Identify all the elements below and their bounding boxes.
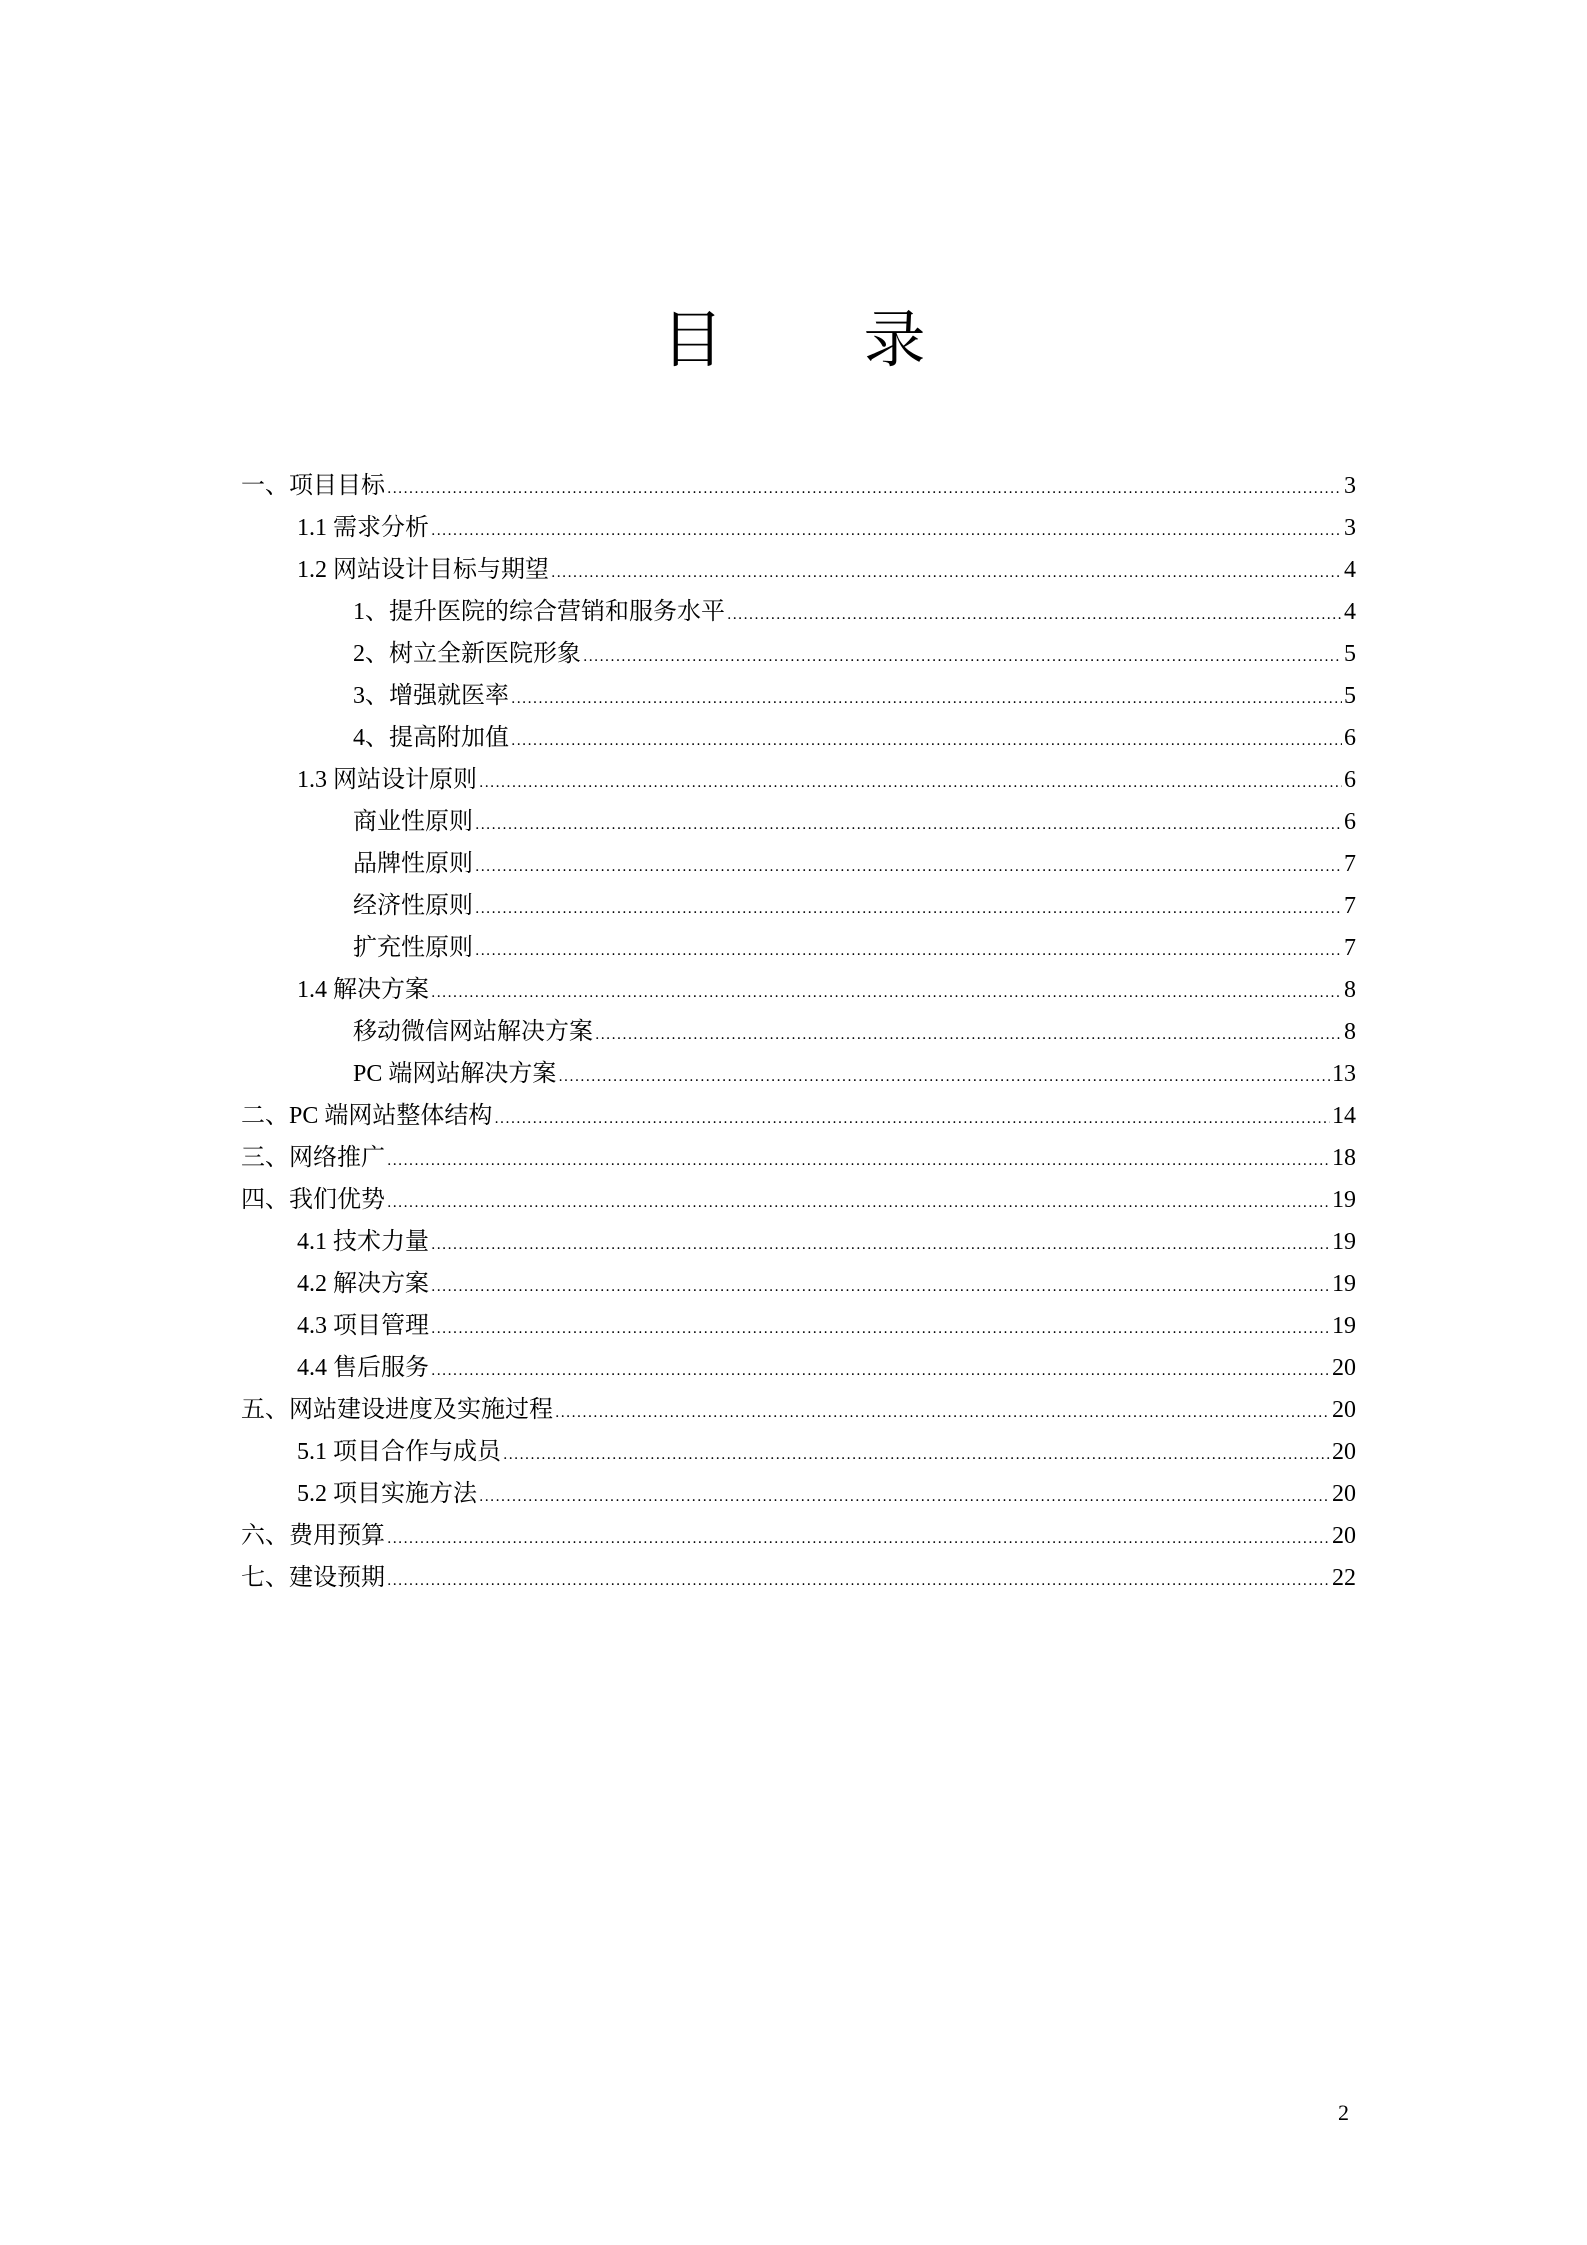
toc-leader-dots [503,1434,1330,1476]
toc-leader-dots [475,846,1342,888]
toc-entry[interactable] [241,1263,1356,1305]
toc-entry-page: 19 [1332,1271,1356,1297]
toc-entry-label: 经济性原则 [353,893,473,919]
toc-entry-page: 8 [1344,1019,1356,1045]
toc-leader-dots [511,678,1342,720]
toc-leader-dots [387,1182,1330,1224]
toc-entry-label: 1.1 需求分析 [297,515,429,541]
toc-entry-page: 6 [1344,809,1356,835]
toc-leader-dots [511,720,1342,762]
toc-entry-page: 5 [1344,683,1356,709]
toc-leader-dots [431,1224,1330,1266]
toc-entry[interactable] [241,549,1356,591]
toc-entry[interactable] [241,1389,1356,1431]
toc-entry[interactable] [241,1515,1356,1557]
toc-entry[interactable] [241,969,1356,1011]
toc-entry-label: 5.2 项目实施方法 [297,1481,477,1507]
toc-entry-page: 6 [1344,725,1356,751]
toc-entry-label: 2、树立全新医院形象 [353,641,581,667]
toc-entry-page: 20 [1332,1355,1356,1381]
toc-entry[interactable] [241,633,1356,675]
toc-leader-dots [479,1476,1330,1518]
toc-entry-label: 五、网站建设进度及实施过程 [241,1397,553,1423]
toc-leader-dots [431,1350,1330,1392]
toc-entry-label: 品牌性原则 [353,851,473,877]
toc-entry-label: 5.1 项目合作与成员 [297,1439,501,1465]
toc-entry[interactable] [241,1095,1356,1137]
toc-entry[interactable] [241,843,1356,885]
toc-entry-label: 七、建设预期 [241,1565,385,1591]
toc-entry-page: 19 [1332,1313,1356,1339]
toc-entry-page: 7 [1344,935,1356,961]
title-char-1: 目 [661,303,724,376]
toc-entry-label: 4.4 售后服务 [297,1355,429,1381]
toc-entry-label: 1.3 网站设计原则 [297,767,477,793]
toc-entry-label: 商业性原则 [353,809,473,835]
toc-leader-dots [595,1014,1342,1056]
toc-entry-page: 4 [1344,557,1356,583]
toc-entry-label: 1.2 网站设计目标与期望 [297,557,549,583]
toc-leader-dots [431,1266,1330,1308]
toc-entry-label: 1、提升医院的综合营销和服务水平 [353,599,725,625]
page-number: 2 [1338,2100,1349,2125]
toc-leader-dots [431,510,1342,552]
toc-entry[interactable] [241,885,1356,927]
toc-entry[interactable] [241,1221,1356,1263]
toc-entry-label: PC 端网站解决方案 [353,1061,557,1087]
toc-entry-page: 3 [1344,515,1356,541]
toc-leader-dots [479,762,1342,804]
toc-entry-page: 4 [1344,599,1356,625]
toc-entry[interactable] [241,1179,1356,1221]
toc-entry[interactable] [241,1557,1356,1599]
toc-entry-label: 二、PC 端网站整体结构 [241,1103,493,1129]
toc-entry[interactable] [241,1053,1356,1095]
page-title [0,300,1587,380]
toc-leader-dots [494,1098,1330,1140]
toc-entry-page: 20 [1332,1439,1356,1465]
toc-entry-label: 4、提高附加值 [353,725,509,751]
toc-entry-label: 六、费用预算 [241,1523,385,1549]
toc-leader-dots [558,1056,1330,1098]
title-char-2: 录 [863,303,926,376]
toc-leader-dots [727,594,1342,636]
toc-entry-label: 3、增强就医率 [353,683,509,709]
toc-entry[interactable] [241,465,1356,507]
toc-entry-page: 19 [1332,1229,1356,1255]
toc-entry-label: 4.3 项目管理 [297,1313,429,1339]
toc-entry[interactable] [241,759,1356,801]
toc-entry-label: 1.4 解决方案 [297,977,429,1003]
toc-leader-dots [475,930,1342,972]
toc-entry-page: 8 [1344,977,1356,1003]
toc-entry[interactable] [241,1305,1356,1347]
toc-entry-page: 7 [1344,893,1356,919]
toc-leader-dots [431,972,1342,1014]
toc-entry[interactable] [241,1431,1356,1473]
toc-entry[interactable] [241,1347,1356,1389]
toc-entry-page: 5 [1344,641,1356,667]
toc-entry[interactable] [241,507,1356,549]
toc-leader-dots [387,1140,1330,1182]
toc-entry-label: 扩充性原则 [353,935,473,961]
toc-entry[interactable] [241,717,1356,759]
toc-entry-label: 三、网络推广 [241,1145,385,1171]
toc-entry[interactable] [241,927,1356,969]
toc-leader-dots [387,468,1342,510]
toc-leader-dots [551,552,1342,594]
toc-entry[interactable] [241,1137,1356,1179]
toc-leader-dots [583,636,1342,678]
toc-entry-page: 19 [1332,1187,1356,1213]
toc-entry-page: 20 [1332,1481,1356,1507]
toc-entry-label: 一、项目目标 [241,473,385,499]
toc-entry-page: 13 [1332,1061,1356,1087]
toc-leader-dots [475,888,1342,930]
toc-leader-dots [387,1560,1330,1602]
toc-entry[interactable] [241,591,1356,633]
toc-entry[interactable] [241,1011,1356,1053]
toc-leader-dots [431,1308,1330,1350]
toc-leader-dots [475,804,1342,846]
toc-entry-label: 4.1 技术力量 [297,1229,429,1255]
toc-entry-label: 四、我们优势 [241,1187,385,1213]
toc-entry-page: 6 [1344,767,1356,793]
toc-entry-page: 18 [1332,1145,1356,1171]
toc-entry[interactable] [241,801,1356,843]
toc-entry-label: 移动微信网站解决方案 [353,1019,593,1045]
toc-entry-page: 22 [1332,1565,1356,1591]
toc-entry[interactable] [241,1473,1356,1515]
toc-entry-page: 20 [1332,1523,1356,1549]
toc-entry-label: 4.2 解决方案 [297,1271,429,1297]
toc-entry-page: 14 [1332,1103,1356,1129]
toc-leader-dots [387,1518,1330,1560]
toc-leader-dots [555,1392,1330,1434]
toc-entry-page: 20 [1332,1397,1356,1423]
toc-entry-page: 3 [1344,473,1356,499]
toc-entry-page: 7 [1344,851,1356,877]
toc-entry[interactable] [241,675,1356,717]
table-of-contents [241,465,1356,1599]
